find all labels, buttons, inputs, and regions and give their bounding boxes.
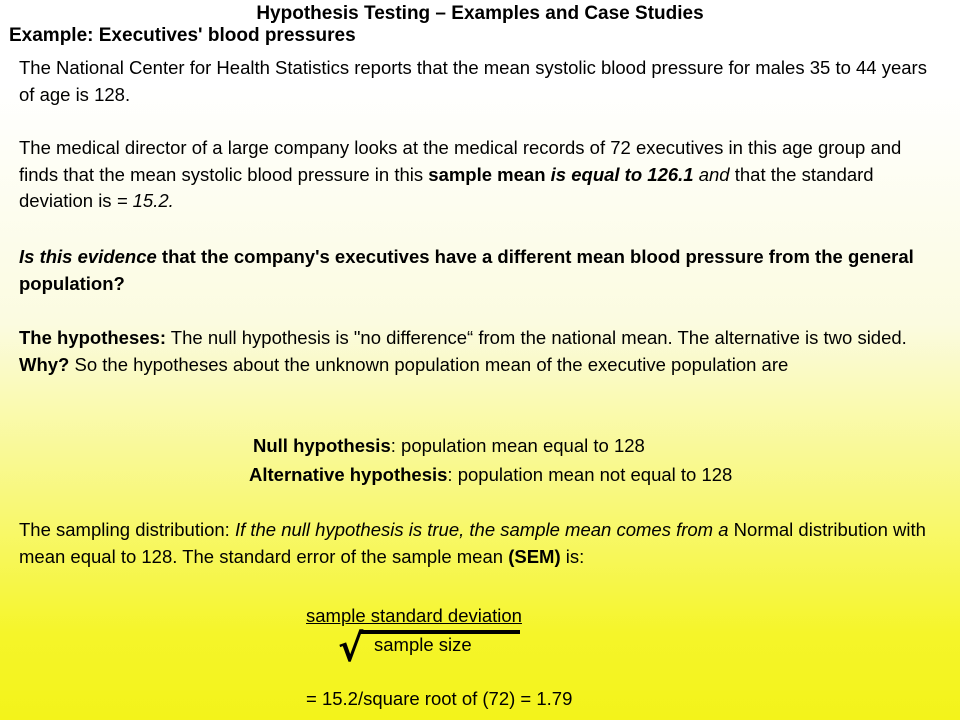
null-hypothesis-text: : population mean equal to 128 — [390, 435, 645, 456]
sample-paragraph — [19, 135, 934, 215]
alternative-hypothesis-label: Alternative hypothesis — [249, 464, 448, 485]
alternative-hypothesis-text: : population mean not equal to 128 — [447, 464, 733, 485]
sampling-text-2: Normal distribution with mean equal to 128. The standard error of the sample mean — [19, 519, 926, 567]
sample-text-2: that the standard deviation is — [19, 163, 874, 211]
sample-and: and — [693, 163, 730, 185]
sampling-text-3: is: — [560, 545, 585, 567]
hypotheses-text-2: So the hypotheses about the unknown population mean of the executive population are — [69, 353, 789, 375]
hypotheses-paragraph — [19, 325, 934, 378]
hypotheses-label: The hypotheses: — [19, 327, 166, 348]
sample-mean-label: sample mean — [428, 163, 551, 185]
intro-text: The National Center for Health Statistics reports that the mean systolic blood pressure for males 35 to 44 years of age is 128. — [19, 57, 927, 105]
question-paragraph — [19, 244, 934, 297]
hypotheses-text-1: The null hypothesis is "no difference“ from the national mean. The alternative is two sided. — [166, 327, 907, 348]
intro-paragraph — [19, 55, 934, 108]
question-lead: Is this evidence — [19, 246, 157, 267]
why-label: Why? — [19, 353, 70, 375]
alternative-hypothesis — [249, 462, 732, 488]
sampling-condition: If the null hypothesis is true, the sample mean comes from a — [234, 519, 729, 540]
std-dev-value: = 15.2. — [116, 190, 174, 211]
formula-result: = 15.2/square root of (72) = 1.79 — [306, 688, 573, 709]
example-subtitle: Example: Executives' blood pressures — [9, 25, 356, 46]
sampling-paragraph — [19, 517, 934, 570]
formula-denominator: sample size — [374, 634, 472, 655]
null-hypothesis-label: Null hypothesis — [253, 435, 391, 456]
page-title: Hypothesis Testing – Examples and Case Studies — [256, 3, 704, 24]
sem-label: (SEM) — [508, 545, 561, 567]
sample-text-1: The medical director of a large company looks at the medical records of 72 executives in this age group and finds that the mean systolic blood pressure in this — [19, 137, 902, 185]
null-hypothesis — [253, 433, 645, 459]
formula-numerator: sample standard deviation — [306, 605, 522, 626]
sample-mean-value: is equal to 126.1 — [550, 163, 694, 185]
square-root-icon: √ — [338, 626, 364, 670]
sampling-text-1: The sampling distribution: — [19, 519, 235, 540]
question-text: that the company's executives have a different mean blood pressure from the general population? — [19, 246, 914, 294]
